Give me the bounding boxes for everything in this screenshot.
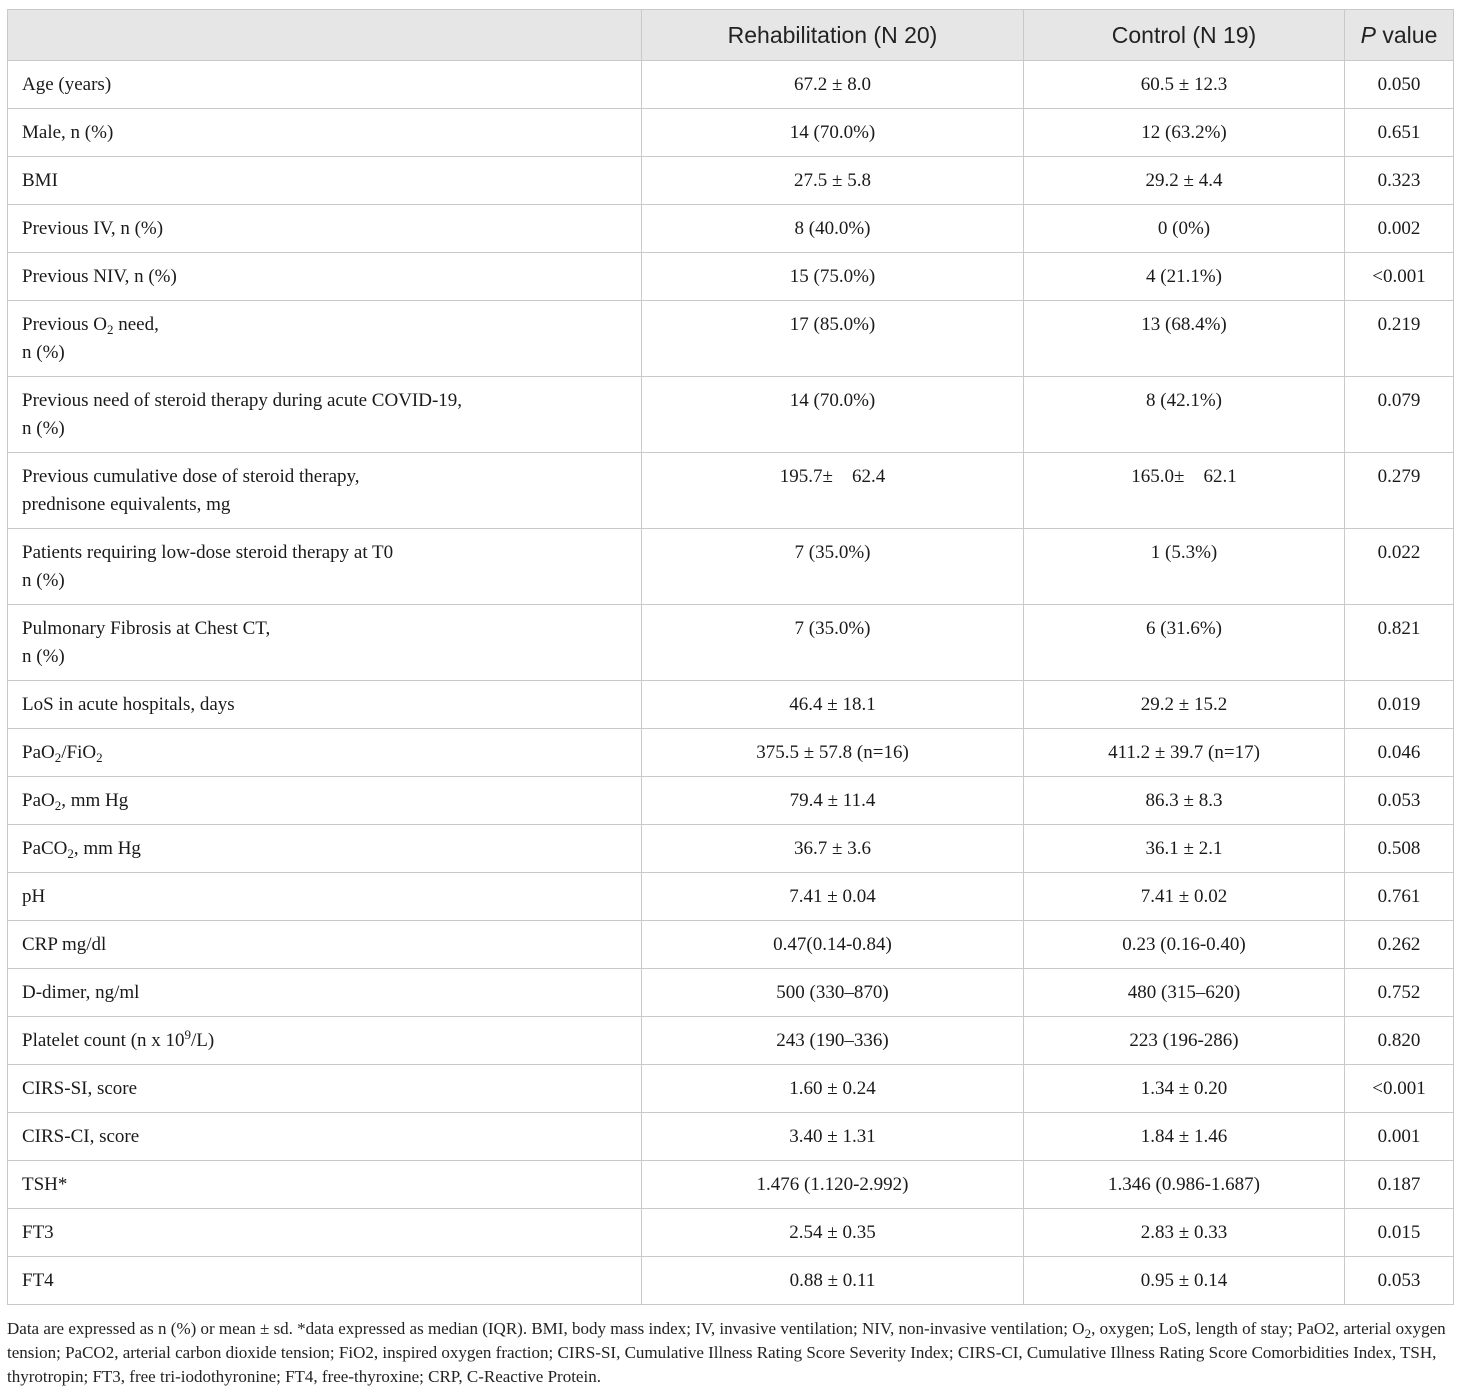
row-label: FT4 (8, 1257, 642, 1305)
control-value: 36.1 ± 2.1 (1024, 825, 1345, 873)
label-text: Previous O (22, 314, 107, 335)
p-value: 0.001 (1345, 1113, 1454, 1161)
control-value: 1 (5.3%) (1024, 529, 1345, 605)
header-variable (8, 10, 642, 61)
rehab-value: 8 (40.0%) (642, 205, 1024, 253)
control-value: 12 (63.2%) (1024, 109, 1345, 157)
row-label (8, 529, 642, 605)
header-control: Control (N 19) (1024, 10, 1345, 61)
p-value: 0.752 (1345, 969, 1454, 1017)
row-label: Age (years) (8, 61, 642, 109)
row-label: Previous IV, n (%) (8, 205, 642, 253)
p-value: 0.002 (1345, 205, 1454, 253)
control-value: 4 (21.1%) (1024, 253, 1345, 301)
label-subscript: 2 (54, 798, 62, 813)
table-row (8, 729, 1454, 777)
rehab-value: 7.41 ± 0.04 (642, 873, 1024, 921)
header-p-letter: P (1360, 21, 1376, 48)
control-value: 223 (196-286) (1024, 1017, 1345, 1065)
p-value: 0.651 (1345, 109, 1454, 157)
label-text: Previous need of steroid therapy during acute COVID-19, (22, 390, 463, 411)
label-subscript: 2 (106, 322, 114, 337)
table-row (8, 109, 1454, 157)
row-label (8, 825, 642, 873)
p-value: 0.219 (1345, 301, 1454, 377)
table-row (8, 1113, 1454, 1161)
table-row (8, 1161, 1454, 1209)
row-label: CIRS-SI, score (8, 1065, 642, 1113)
p-value: 0.079 (1345, 377, 1454, 453)
table-container (7, 9, 1453, 1305)
rehab-value: 375.5 ± 57.8 (n=16) (642, 729, 1024, 777)
footnote-text-end: , oxygen; LoS, length of stay; PaO2, arterial oxygen tension; PaCO2, arterial carbon dioxide tension; FiO2, inspired oxygen fraction; CIRS-SI, Cumulative Illness Rating Score Severity Index; CIRS-CI, Cumulative Illness Rating Score Comorbidities Index, TSH, thyrotropin; FT3, free tri-iodothyronine; FT4, free-thyroxine; CRP, C-Reactive Protein. (7, 1319, 1446, 1386)
table-row (8, 681, 1454, 729)
footnote-subscript: 2 (1084, 1326, 1092, 1341)
header-p-suffix: value (1375, 21, 1438, 48)
label-text: Pulmonary Fibrosis at Chest CT, (22, 618, 271, 639)
table-row (8, 777, 1454, 825)
label-text: Patients requiring low-dose steroid therapy at T0 (22, 542, 394, 563)
p-value: 0.022 (1345, 529, 1454, 605)
rehab-value: 27.5 ± 5.8 (642, 157, 1024, 205)
table-row (8, 825, 1454, 873)
p-value: 0.279 (1345, 453, 1454, 529)
table-row (8, 921, 1454, 969)
rehab-value: 2.54 ± 0.35 (642, 1209, 1024, 1257)
row-label (8, 777, 642, 825)
label-subscript: 2 (54, 750, 62, 765)
label-text-mid: /FiO (61, 742, 97, 763)
table-row (8, 969, 1454, 1017)
row-label: Male, n (%) (8, 109, 642, 157)
control-value: 86.3 ± 8.3 (1024, 777, 1345, 825)
p-value: 0.019 (1345, 681, 1454, 729)
p-value: 0.050 (1345, 61, 1454, 109)
label-line2: n (%) (22, 342, 65, 363)
p-value: 0.820 (1345, 1017, 1454, 1065)
table-row (8, 377, 1454, 453)
rehab-value: 1.476 (1.120-2.992) (642, 1161, 1024, 1209)
row-label (8, 301, 642, 377)
control-value: 13 (68.4%) (1024, 301, 1345, 377)
row-label: CIRS-CI, score (8, 1113, 642, 1161)
p-value: 0.187 (1345, 1161, 1454, 1209)
row-label: BMI (8, 157, 642, 205)
control-value: 2.83 ± 0.33 (1024, 1209, 1345, 1257)
p-value: 0.053 (1345, 1257, 1454, 1305)
control-value: 60.5 ± 12.3 (1024, 61, 1345, 109)
control-value: 29.2 ± 15.2 (1024, 681, 1345, 729)
table-row (8, 529, 1454, 605)
p-value: 0.821 (1345, 605, 1454, 681)
control-value: 0.95 ± 0.14 (1024, 1257, 1345, 1305)
rehab-value: 79.4 ± 11.4 (642, 777, 1024, 825)
row-label (8, 453, 642, 529)
label-text-end: need, (113, 314, 159, 335)
table-row (8, 205, 1454, 253)
row-label (8, 1017, 642, 1065)
label-text-end: , mm Hg (61, 790, 129, 811)
control-value: 29.2 ± 4.4 (1024, 157, 1345, 205)
rehab-value: 46.4 ± 18.1 (642, 681, 1024, 729)
table-row (8, 873, 1454, 921)
control-value: 0 (0%) (1024, 205, 1345, 253)
p-value: 0.761 (1345, 873, 1454, 921)
rehab-value: 36.7 ± 3.6 (642, 825, 1024, 873)
control-value: 411.2 ± 39.7 (n=17) (1024, 729, 1345, 777)
rehab-value: 0.88 ± 0.11 (642, 1257, 1024, 1305)
label-line2: n (%) (22, 646, 65, 667)
row-label (8, 605, 642, 681)
row-label: D-dimer, ng/ml (8, 969, 642, 1017)
table-footnote (7, 1317, 1453, 1389)
row-label (8, 729, 642, 777)
row-label: FT3 (8, 1209, 642, 1257)
control-value: 0.23 (0.16-0.40) (1024, 921, 1345, 969)
control-value: 1.346 (0.986-1.687) (1024, 1161, 1345, 1209)
table-row (8, 1017, 1454, 1065)
table-row (8, 1257, 1454, 1305)
table-row (8, 253, 1454, 301)
table-row (8, 61, 1454, 109)
table-row (8, 1065, 1454, 1113)
row-label: TSH* (8, 1161, 642, 1209)
control-value: 6 (31.6%) (1024, 605, 1345, 681)
label-text: PaO (22, 742, 55, 763)
label-line2: n (%) (22, 418, 65, 439)
row-label: LoS in acute hospitals, days (8, 681, 642, 729)
label-subscript: 2 (67, 846, 74, 861)
label-text: Platelet count (n x 10 (22, 1030, 185, 1051)
rehab-value: 500 (330–870) (642, 969, 1024, 1017)
header-row (8, 10, 1454, 61)
header-rehabilitation: Rehabilitation (N 20) (642, 10, 1024, 61)
table-row (8, 453, 1454, 529)
rehab-value: 243 (190–336) (642, 1017, 1024, 1065)
label-text-end: /L) (191, 1030, 215, 1051)
table-row (8, 301, 1454, 377)
label-text: Previous cumulative dose of steroid therapy, (22, 466, 360, 487)
control-value: 165.0± 62.1 (1024, 453, 1345, 529)
control-value: 8 (42.1%) (1024, 377, 1345, 453)
label-subscript-2: 2 (96, 750, 103, 765)
rehab-value: 15 (75.0%) (642, 253, 1024, 301)
rehab-value: 195.7± 62.4 (642, 453, 1024, 529)
control-value: 480 (315–620) (1024, 969, 1345, 1017)
rehab-value: 17 (85.0%) (642, 301, 1024, 377)
p-value: 0.015 (1345, 1209, 1454, 1257)
rehab-value: 14 (70.0%) (642, 377, 1024, 453)
label-text-end: , mm Hg (73, 838, 141, 859)
p-value: <0.001 (1345, 1065, 1454, 1113)
table-row (8, 1209, 1454, 1257)
control-value: 7.41 ± 0.02 (1024, 873, 1345, 921)
baseline-characteristics-table (7, 9, 1454, 1305)
p-value: 0.323 (1345, 157, 1454, 205)
label-line2: prednisone equivalents, mg (22, 494, 231, 515)
header-p-value (1345, 10, 1454, 61)
footnote-text: Data are expressed as n (%) or mean ± sd. *data expressed as median (IQR). BMI, body mass index; IV, invasive ventilation; NIV, non-invasive ventilation; O (7, 1319, 1085, 1338)
p-value: 0.262 (1345, 921, 1454, 969)
label-text: PaO (22, 790, 55, 811)
rehab-value: 7 (35.0%) (642, 605, 1024, 681)
row-label: CRP mg/dl (8, 921, 642, 969)
rehab-value: 1.60 ± 0.24 (642, 1065, 1024, 1113)
rehab-value: 3.40 ± 1.31 (642, 1113, 1024, 1161)
control-value: 1.34 ± 0.20 (1024, 1065, 1345, 1113)
table-row (8, 157, 1454, 205)
p-value: 0.053 (1345, 777, 1454, 825)
table-row (8, 605, 1454, 681)
label-superscript: 9 (184, 1027, 192, 1042)
p-value: 0.046 (1345, 729, 1454, 777)
rehab-value: 0.47(0.14-0.84) (642, 921, 1024, 969)
label-text: PaCO (22, 838, 68, 859)
control-value: 1.84 ± 1.46 (1024, 1113, 1345, 1161)
label-line2: n (%) (22, 570, 65, 591)
row-label: Previous NIV, n (%) (8, 253, 642, 301)
rehab-value: 67.2 ± 8.0 (642, 61, 1024, 109)
row-label (8, 377, 642, 453)
rehab-value: 14 (70.0%) (642, 109, 1024, 157)
p-value: 0.508 (1345, 825, 1454, 873)
p-value: <0.001 (1345, 253, 1454, 301)
rehab-value: 7 (35.0%) (642, 529, 1024, 605)
row-label: pH (8, 873, 642, 921)
